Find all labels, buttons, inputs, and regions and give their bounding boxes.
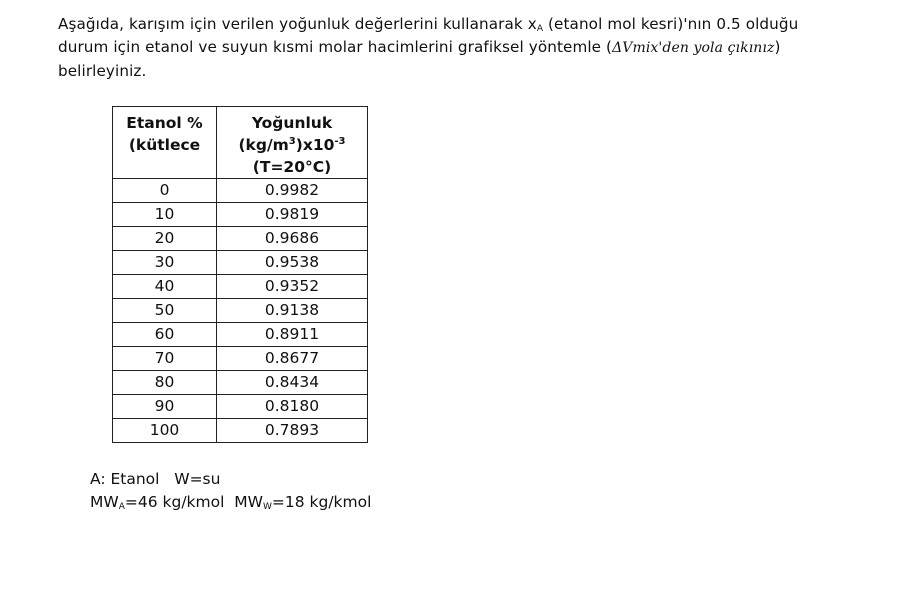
- header-density: [217, 107, 368, 179]
- mw-w-subscript: W: [262, 502, 272, 512]
- cell-etanol: 30: [113, 251, 217, 275]
- cell-density: 0.9138: [217, 299, 368, 323]
- table-row: [113, 251, 368, 275]
- table-row: [113, 227, 368, 251]
- header-etanol-line1: Etanol %: [126, 114, 203, 132]
- cell-etanol: 20: [113, 227, 217, 251]
- header-unit-part-a: (kg/m: [238, 136, 289, 154]
- table-row: [113, 347, 368, 371]
- cell-etanol: 0: [113, 179, 217, 203]
- header-density-unit: [217, 134, 367, 156]
- table-row: [113, 323, 368, 347]
- cell-density: 0.8677: [217, 347, 368, 371]
- table-header-row: [113, 107, 368, 179]
- cell-etanol: 60: [113, 323, 217, 347]
- table-row: [113, 395, 368, 419]
- mole-fraction-subscript: A: [536, 24, 544, 34]
- table-row: [113, 275, 368, 299]
- cell-density: 0.8911: [217, 323, 368, 347]
- header-unit-part-b: )x10: [295, 136, 335, 154]
- table-row: [113, 371, 368, 395]
- cell-density: 0.7893: [217, 419, 368, 443]
- header-unit-exponent: -3: [334, 135, 346, 147]
- cell-density: 0.8180: [217, 395, 368, 419]
- problem-text-2: (etanol mol kesri)'nın 0.5 olduğu durum için etanol ve suyun kısmi molar hacimlerini grafiksel yöntemle (: [58, 15, 799, 56]
- cell-density: 0.9686: [217, 227, 368, 251]
- cell-etanol: 10: [113, 203, 217, 227]
- problem-statement: [58, 13, 848, 83]
- header-unit-sup: 3: [288, 135, 296, 147]
- header-density-line1: Yoğunluk: [251, 114, 333, 132]
- cell-etanol: 70: [113, 347, 217, 371]
- header-density-line3: (T=20°C): [252, 158, 332, 176]
- mw-a-value: =46 kg/kmol MW: [124, 493, 263, 511]
- table-row: [113, 179, 368, 203]
- cell-density: 0.9819: [217, 203, 368, 227]
- cell-etanol: 80: [113, 371, 217, 395]
- table-row: [113, 419, 368, 443]
- molecular-weights: [90, 491, 371, 514]
- table-row: [113, 203, 368, 227]
- component-notes: [90, 468, 371, 514]
- problem-text-1: Aşağıda, karışım için verilen yoğunluk değerlerini kullanarak x: [58, 15, 537, 33]
- mw-w-value: =18 kg/kmol: [271, 493, 372, 511]
- table-row: [113, 299, 368, 323]
- cell-density: 0.9352: [217, 275, 368, 299]
- cell-density: 0.9982: [217, 179, 368, 203]
- mw-a-label: MW: [90, 493, 119, 511]
- header-etanol-line2: (kütlece: [128, 136, 201, 154]
- cell-etanol: 40: [113, 275, 217, 299]
- cell-etanol: 50: [113, 299, 217, 323]
- cell-density: 0.9538: [217, 251, 368, 275]
- problem-text-3: ) belirleyiniz.: [58, 38, 781, 80]
- cell-etanol: 100: [113, 419, 217, 443]
- mw-a-subscript: A: [118, 502, 125, 512]
- header-etanol-percent: [113, 107, 217, 179]
- component-legend: A: Etanol W=su: [90, 470, 221, 488]
- density-table: [112, 106, 368, 443]
- cell-density: 0.8434: [217, 371, 368, 395]
- problem-math-hint: ΔVmix'den yola çıkınız: [612, 40, 775, 56]
- cell-etanol: 90: [113, 395, 217, 419]
